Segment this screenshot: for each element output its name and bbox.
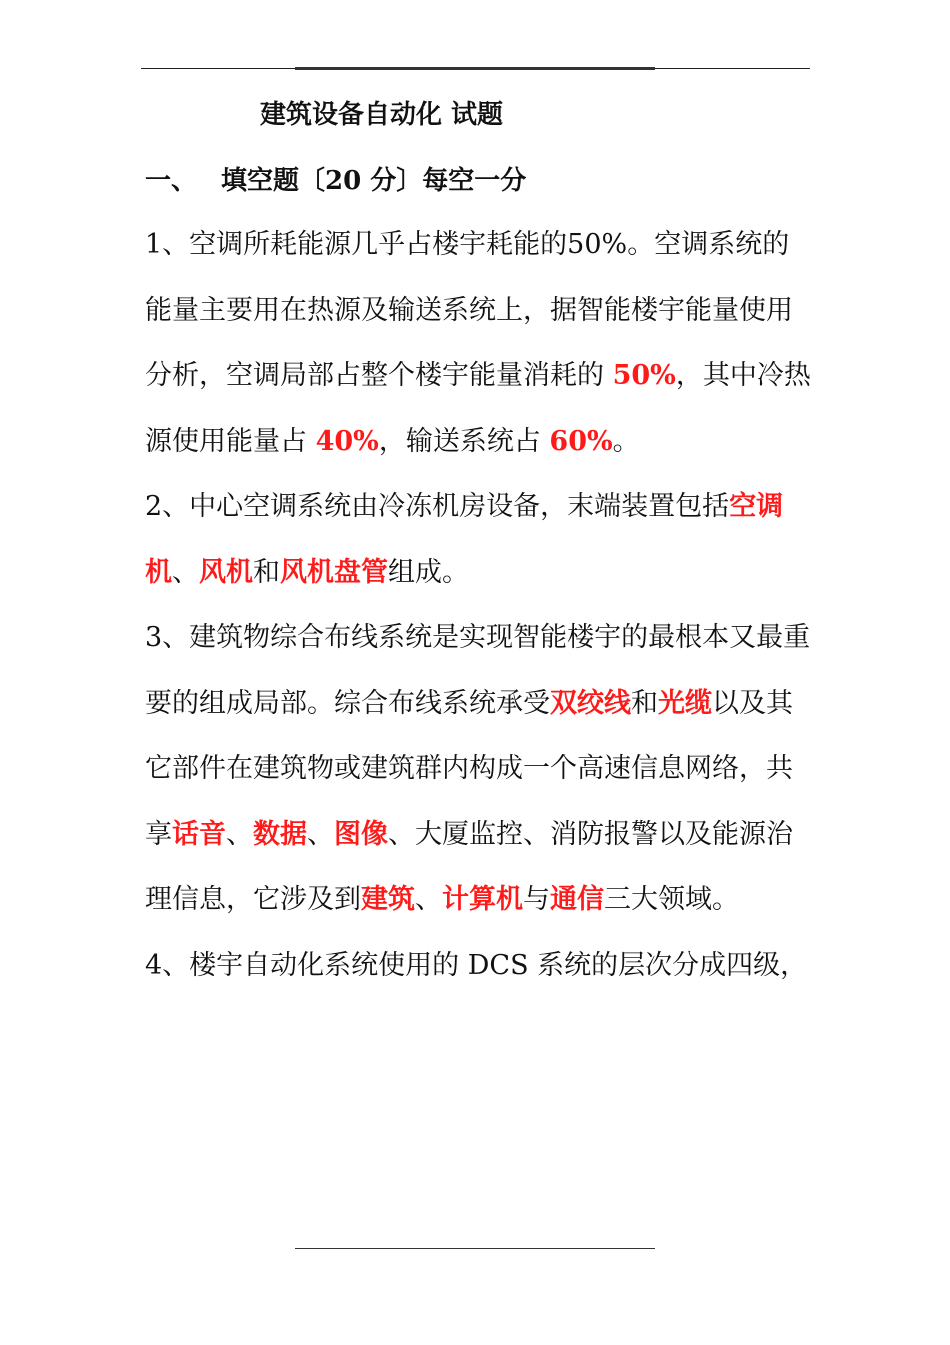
footer-rule bbox=[295, 1248, 655, 1249]
q3-answer-2: 光缆 bbox=[658, 687, 712, 719]
q1-text-4: 。 bbox=[612, 425, 640, 457]
q3-text-8: 与 bbox=[523, 884, 550, 915]
q3-answer-4: 数据 bbox=[253, 818, 307, 850]
q1-text-1: 1、空调所耗能源几乎占楼宇耗能的50%。空调系统的能量主要用在热源及输送系统上，据智能楼宇能量使用分析，空调局部占整个楼宇能量消耗的 bbox=[145, 229, 793, 391]
q3-answer-7: 计算机 bbox=[442, 884, 523, 915]
page-title: 建筑设备自动化 试题 bbox=[260, 100, 504, 130]
q3-answer-6: 建筑 bbox=[361, 884, 415, 915]
q1-answer-3: 60% bbox=[549, 425, 613, 457]
q2-text-1: 2、中心空调系统由冷冻机房设备，末端装置包括 bbox=[145, 491, 730, 522]
q3-text-2: 和 bbox=[631, 687, 658, 719]
q3-text-4: 、 bbox=[226, 818, 253, 850]
q2-text-4: 组成。 bbox=[388, 556, 469, 588]
q3-text-5: 、 bbox=[307, 818, 334, 850]
q3-text-7: 、 bbox=[415, 884, 442, 915]
question-2 bbox=[145, 474, 815, 605]
header-rule-accent bbox=[295, 67, 655, 70]
question-4 bbox=[145, 933, 815, 999]
q1-answer-2: 40% bbox=[315, 425, 379, 457]
q4-text-1: 4、楼宇自动化系统使用的 DCS 系统的层次分成四级， bbox=[145, 949, 808, 981]
section-title: 填空题〔20 分〕每空一分 bbox=[221, 166, 527, 196]
q3-answer-8: 通信 bbox=[550, 884, 604, 915]
question-body bbox=[145, 212, 815, 998]
q2-answer-1: 空调机 bbox=[145, 491, 784, 588]
q3-answer-3: 话音 bbox=[172, 818, 226, 850]
q1-text-2: ，其中冷热源使用能量占 bbox=[145, 360, 811, 457]
section-number: 一、 bbox=[145, 166, 198, 196]
q3-text-1: 3、建筑物综合布线系统是实现智能楼宇的最根本又最重要的组成局部。综合布线系统承受 bbox=[145, 622, 811, 719]
q1-text-3: ，输送系统占 bbox=[378, 425, 550, 457]
q2-answer-3: 风机盘管 bbox=[280, 556, 388, 588]
section-heading bbox=[145, 160, 526, 197]
question-1 bbox=[145, 212, 815, 474]
q2-text-2: 、 bbox=[172, 556, 199, 588]
q1-answer-1: 50% bbox=[612, 360, 676, 391]
q3-text-9: 三大领域。 bbox=[604, 884, 739, 915]
q3-text-6: 、大厦监控、消防报警以及能源治理信息，它涉及到 bbox=[145, 818, 793, 915]
q3-answer-1: 双绞线 bbox=[550, 687, 631, 719]
q3-answer-5: 图像 bbox=[334, 818, 388, 850]
question-3 bbox=[145, 605, 815, 933]
q3-text-3: 以及其它部件在建筑物或建筑群内构成一个高速信息网络，共享 bbox=[145, 687, 793, 850]
q2-answer-2: 风机 bbox=[199, 556, 253, 588]
q2-text-3: 和 bbox=[253, 556, 280, 588]
